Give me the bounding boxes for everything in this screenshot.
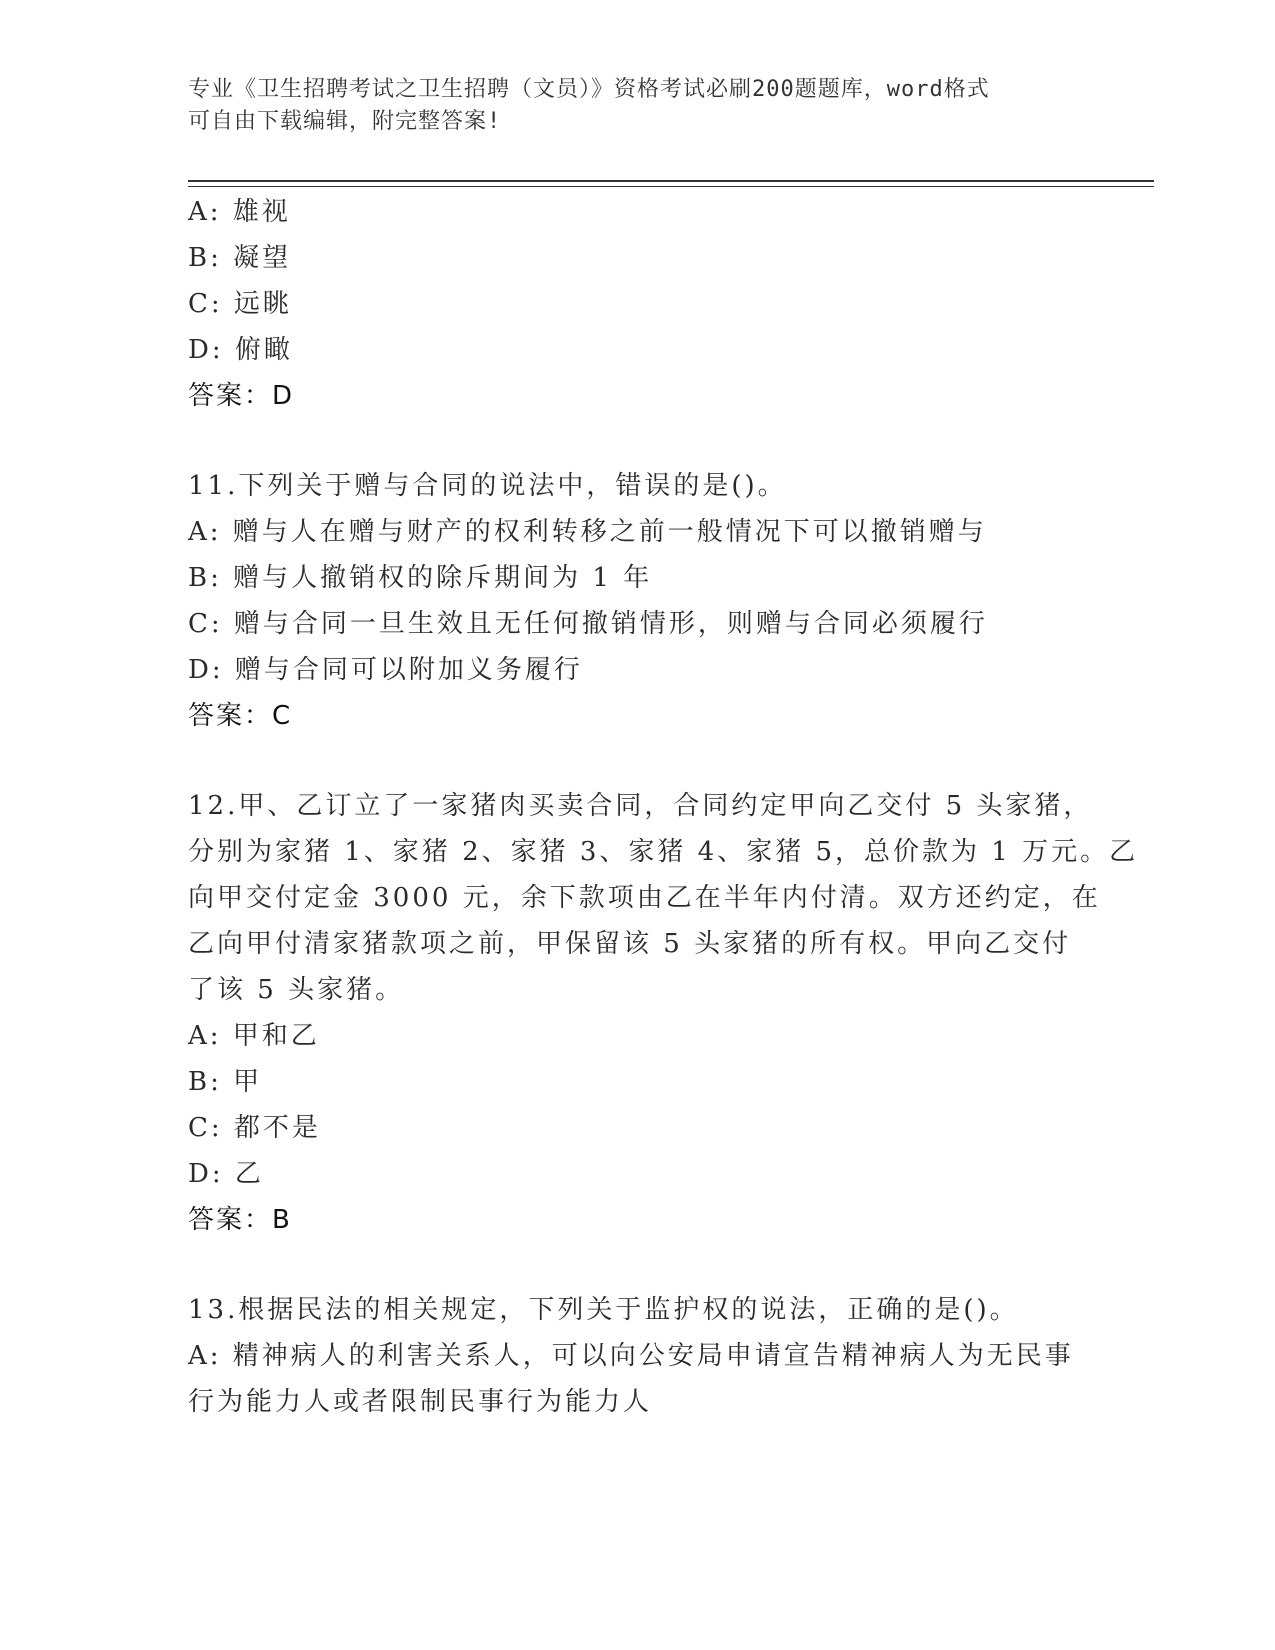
- question-stem-line: 了该 5 头家猪。: [188, 975, 405, 1005]
- question-stem: 11.下列关于赠与合同的说法中，错误的是()。: [188, 471, 787, 501]
- option-c: C: 远眺: [188, 289, 292, 319]
- option-b: B: 甲: [188, 1067, 263, 1097]
- question-stem-line: 向甲交付定金 3000 元，余下款项由乙在半年内付清。双方还约定，在: [188, 883, 1101, 913]
- option-c: C: 赠与合同一旦生效且无任何撤销情形，则赠与合同必须履行: [188, 609, 988, 639]
- spacer: [188, 739, 1088, 783]
- header-title-line-1: 专业《卫生招聘考试之卫生招聘（文员）》资格考试必刷200题题库，word格式: [188, 77, 990, 102]
- question-stem-line: 12.甲、乙订立了一家猪肉买卖合同，合同约定甲向乙交付 5 头家猪，: [188, 791, 1093, 821]
- option-a-line: A: 精神病人的利害关系人，可以向公安局申请宣告精神病人为无民事: [188, 1341, 1074, 1371]
- option-d: D: 俯瞰: [188, 335, 293, 365]
- answer-label: 答案：D: [188, 381, 295, 411]
- question-stem: 13.根据民法的相关规定，下列关于监护权的说法，正确的是()。: [188, 1295, 1019, 1325]
- question-11: [188, 463, 1088, 739]
- question-10: [188, 189, 1088, 419]
- header-divider-thin: [188, 186, 1154, 187]
- spacer: [188, 419, 1088, 463]
- option-d: D: 乙: [188, 1159, 264, 1189]
- answer-label: 答案：B: [188, 1205, 292, 1235]
- header-title-line-2: 可自由下载编辑，附完整答案!: [188, 109, 502, 134]
- answer-label: 答案：C: [188, 701, 293, 731]
- header-divider-thick: [188, 180, 1154, 182]
- question-12: [188, 783, 1139, 1243]
- question-stem-line: 分别为家猪 1、家猪 2、家猪 3、家猪 4、家猪 5，总价款为 1 万元。乙: [188, 837, 1139, 867]
- option-a-line: 行为能力人或者限制民事行为能力人: [188, 1387, 653, 1417]
- document-header: [188, 74, 1088, 138]
- option-d: D: 赠与合同可以附加义务履行: [188, 655, 583, 685]
- option-b: B: 赠与人撤销权的除斥期间为 1 年: [188, 563, 653, 593]
- question-list: [188, 189, 1139, 1425]
- option-b: B: 凝望: [188, 243, 292, 273]
- option-a: A: 雄视: [188, 197, 291, 227]
- option-c: C: 都不是: [188, 1113, 321, 1143]
- question-stem-line: 乙向甲付清家猪款项之前，甲保留该 5 头家猪的所有权。甲向乙交付: [188, 929, 1072, 959]
- option-a: A: 赠与人在赠与财产的权利转移之前一般情况下可以撤销赠与: [188, 517, 987, 547]
- question-13: [188, 1287, 1088, 1425]
- option-a: A: 甲和乙: [188, 1021, 320, 1051]
- spacer: [188, 1243, 1088, 1287]
